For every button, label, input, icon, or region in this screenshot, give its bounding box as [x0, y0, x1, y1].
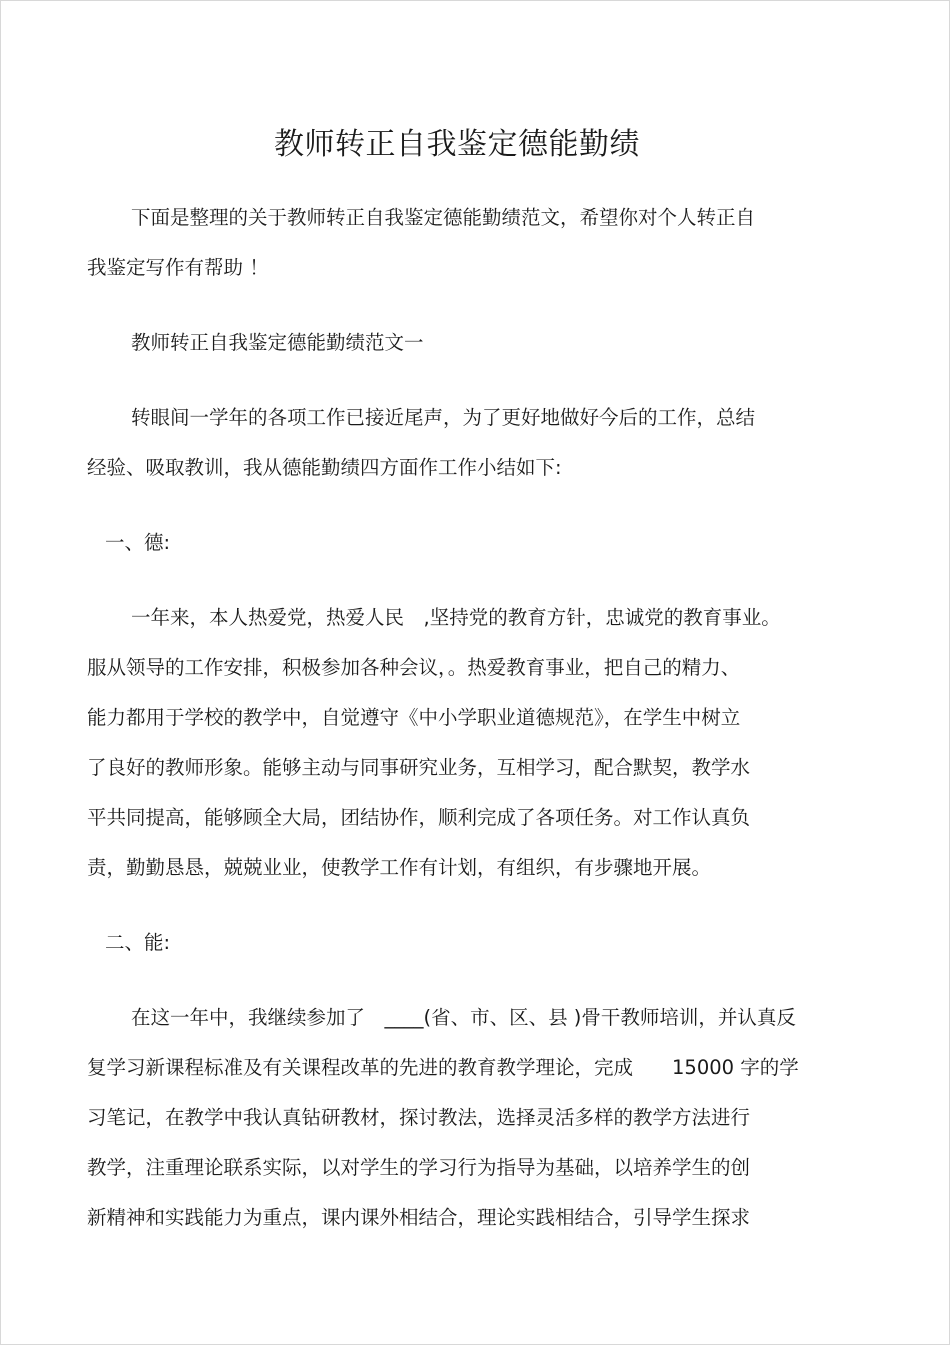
paragraph-line: 责，勤勤恳恳，兢兢业业，使教学工作有计划，有组织，有步骤地开展。 — [87, 856, 712, 879]
paragraph-line: 新精神和实践能力为重点，课内课外相结合，理论实践相结合，引导学生探求 — [87, 1206, 751, 1229]
paragraph-line: 服从领导的工作安排，积极参加各种会议，。热爱教育事业，把自己的精力、 — [87, 656, 741, 679]
paragraph-line: 复学习新课程标准及有关课程改革的先进的教育教学理论，完成 15000 字的学 — [87, 1056, 799, 1079]
paragraph-line: 平共同提高，能够顾全大局，团结协作，顺利完成了各项任务。对工作认真负 — [87, 806, 751, 829]
opening-line-2: 经验、吸取教训，我从德能勤绩四方面作工作小结如下: — [87, 456, 562, 479]
paragraph-line: 一年来，本人热爱党，热爱人民 ,坚持党的教育方针，忠诚党的教育事业。 — [131, 606, 781, 629]
intro-line-1: 下面是整理的关于教师转正自我鉴定德能勤绩范文，希望你对个人转正自 — [131, 206, 756, 229]
section-heading-de: 一、德: — [105, 531, 171, 554]
document-title: 教师转正自我鉴定德能勤绩 — [274, 127, 640, 162]
paragraph-line: 习笔记，在教学中我认真钻研教材，探讨教法，选择灵活多样的教学方法进行 — [87, 1106, 751, 1129]
paragraph-line: 在这一年中，我继续参加了 ____(省、市、区、县 )骨干教师培训，并认真反 — [131, 1006, 796, 1029]
paragraph-line: 了良好的教师形象。能够主动与同事研究业务，互相学习，配合默契，教学水 — [87, 756, 751, 779]
paragraph-line: 教学，注重理论联系实际，以对学生的学习行为指导为基础，以培养学生的创 — [87, 1156, 751, 1179]
intro-line-2: 我鉴定写作有帮助 ！ — [87, 256, 269, 279]
opening-line-1: 转眼间一学年的各项工作已接近尾声，为了更好地做好今后的工作，总结 — [131, 406, 756, 429]
subtitle: 教师转正自我鉴定德能勤绩范文一 — [131, 331, 424, 354]
paragraph-line: 能力都用于学校的教学中，自觉遵守《中小学职业道德规范》，在学生中树立 — [87, 706, 741, 729]
section-heading-neng: 二、能: — [105, 931, 171, 954]
